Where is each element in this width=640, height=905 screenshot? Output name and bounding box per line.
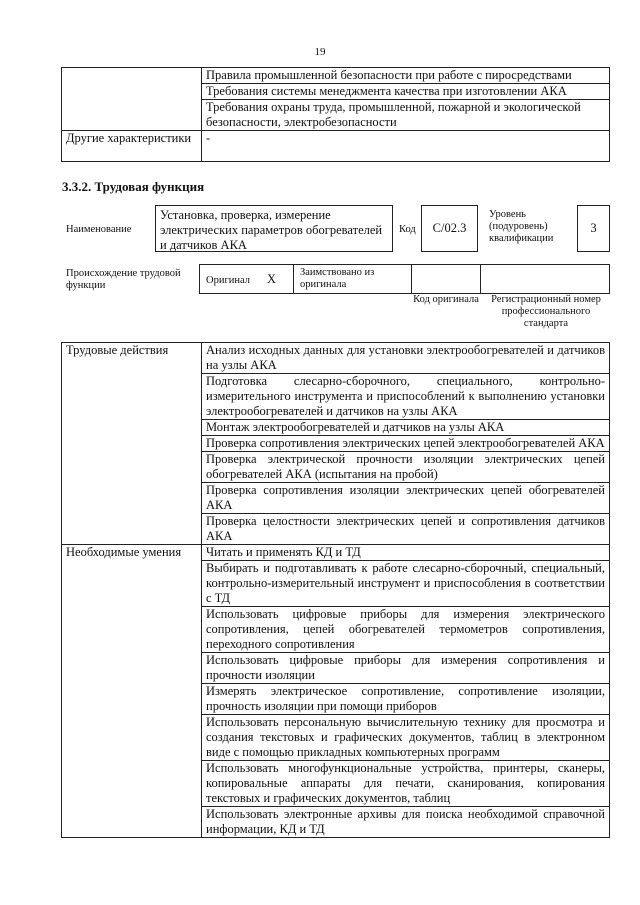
requirement-item: Правила промышленной безопасности при работе с пиросредствами — [202, 68, 610, 84]
labor-actions-label: Трудовые действия — [62, 343, 202, 545]
table-row — [62, 343, 610, 374]
required-skill-item: Читать и применять КД и ТД — [202, 545, 610, 561]
reg-number-caption: Регистрационный номер профессионального стандарта — [491, 294, 601, 329]
other-characteristics-value: - — [202, 131, 610, 162]
labor-action-item: Проверка целостности электрических цепей и сопротивления датчиков АКА — [202, 514, 610, 545]
divider — [411, 265, 412, 293]
level-value: 3 — [590, 221, 597, 235]
code-original-caption: Код оригинала — [413, 294, 479, 305]
requirements-table — [61, 67, 610, 162]
divider — [480, 265, 481, 293]
labor-action-item: Проверка сопротивления электрических цепей электрообогревателей АКА — [202, 436, 610, 452]
name-label: Наименование — [66, 224, 132, 235]
original-label: Оригинал — [206, 275, 250, 286]
required-skill-item: Использовать цифровые приборы для измерения электрического сопротивления, цепей обогревателей термометров сопротивления, переходного сопротивления — [202, 607, 610, 653]
code-label: Код — [399, 224, 416, 235]
level-box — [577, 205, 610, 252]
required-skill-item: Использовать многофункциональные устройства, принтеры, сканеры, копировальные аппараты для печати, сканирования, копирования текстовых и графических документов, таблиц — [202, 761, 610, 807]
labor-action-item: Проверка сопротивления изоляции электрических цепей обогревателей АКА — [202, 483, 610, 514]
table-row — [62, 131, 610, 162]
labor-action-item: Анализ исходных данных для установки электрообогревателей и датчиков на узлы АКА — [202, 343, 610, 374]
required-skill-item: Использовать электронные архивы для поиска необходимой справочной информации, КД и ТД — [202, 807, 610, 838]
other-characteristics-label: Другие характеристики — [62, 131, 202, 162]
required-skill-item: Выбирать и подготавливать к работе слесарно-сборочный, специальный, контрольно-измерительный инструмент и приспособления в соответствии с ТД — [202, 561, 610, 607]
table-row — [62, 68, 610, 84]
function-code-value: С/02.3 — [432, 221, 467, 235]
labor-action-item: Проверка электрической прочности изоляции электрических цепей обогревателей АКА (испытания на пробой) — [202, 452, 610, 483]
page-number: 19 — [314, 46, 326, 58]
function-name-value: Установка, проверка, измерение электрических параметров обогревателей и датчиков АКА — [160, 208, 383, 252]
level-label: Уровень (подуровень) квалификации — [489, 209, 554, 244]
function-code-box — [421, 205, 478, 252]
required-skills-label: Необходимые умения — [62, 545, 202, 838]
main-table — [61, 342, 610, 838]
labor-action-item: Подготовка слесарно-сборочного, специального, контрольно-измерительного инструмента и приспособлений к выполнению установки электрообогревателей и датчиков на узлы АКА — [202, 374, 610, 420]
origin-box — [199, 264, 610, 294]
table-row — [62, 545, 610, 561]
origin-label: Происхождение трудовой функции — [66, 268, 181, 291]
section-heading: 3.3.2. Трудовая функция — [62, 179, 205, 194]
requirement-item: Требования системы менеджмента качества при изготовлении АКА — [202, 84, 610, 100]
borrowed-label: Заимствовано из оригинала — [300, 267, 375, 290]
requirement-item: Требования охраны труда, промышленной, пожарной и экологической безопасности, электробезопасности — [202, 100, 610, 131]
labor-action-item: Монтаж электрообогревателей и датчиков на узлы АКА — [202, 420, 610, 436]
required-skill-item: Измерять электрическое сопротивление, сопротивление изоляции, прочность изоляции при помощи приборов — [202, 684, 610, 715]
required-skill-item: Использовать цифровые приборы для измерения сопротивления и прочности изоляции — [202, 653, 610, 684]
required-skill-item: Использовать персональную вычислительную технику для просмотра и создания текстовых и графических документов, таблиц в электронном виде с помощью прикладных компьютерных программ — [202, 715, 610, 761]
divider — [293, 265, 294, 293]
empty-label-cell — [62, 68, 202, 131]
original-mark: X — [267, 272, 277, 286]
function-name-box — [155, 205, 393, 252]
